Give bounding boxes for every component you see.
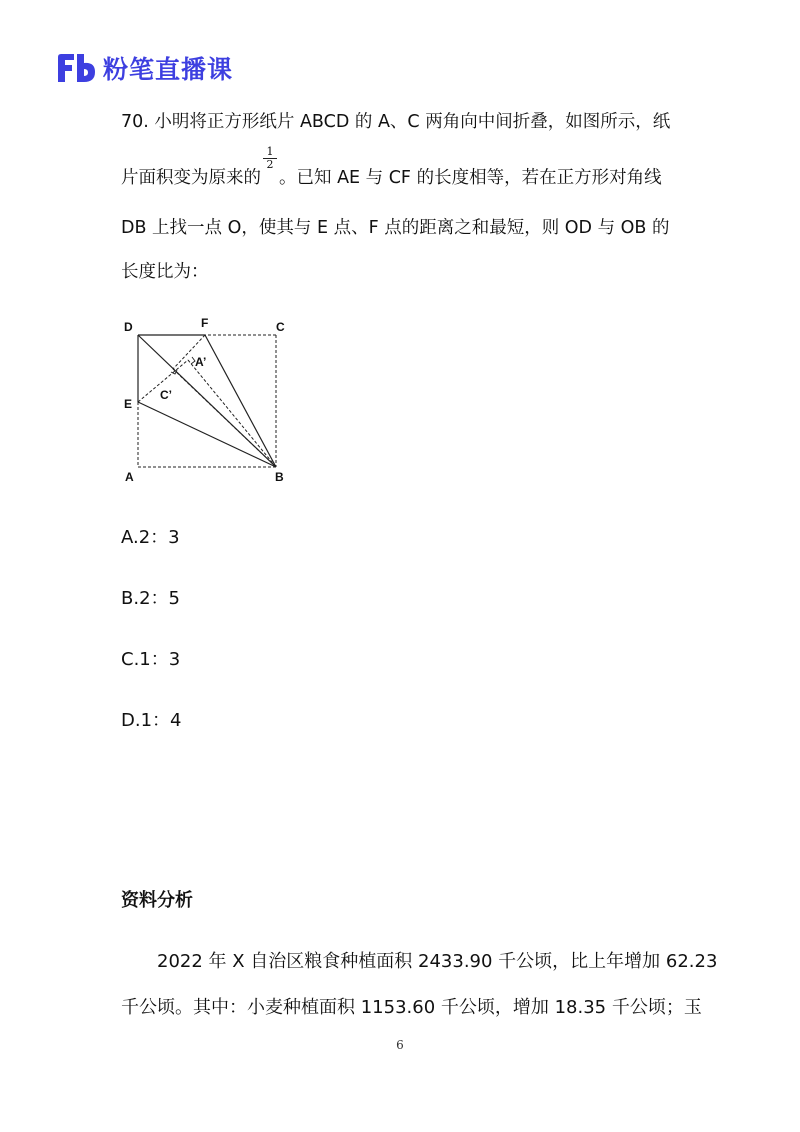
flap-cprime-b [173,369,276,467]
page-number: 6 [396,1038,404,1052]
paragraph-line-1: 2022 年 X 自治区粮食种植面积 2433.90 千公顷，比上年增加 62.23 [157,951,718,972]
brand-name: 粉笔直播课 [103,55,234,84]
question-line-1: 70. 小明将正方形纸片 ABCD 的 A、C 两角向中间折叠，如图所示，纸 [121,112,671,132]
paragraph-line-2: 千公顷。其中：小麦种植面积 1153.60 千公顷，增加 18.35 千公顷；玉 [121,997,702,1018]
label-b: B [275,470,284,484]
option-d: D.1：4 [121,710,182,731]
label-c: C [276,320,285,334]
folded-square-diagram [118,312,298,492]
question-line-3: DB 上找一点 O，使其与 E 点、F 点的距离之和最短，则 OD 与 OB 的 [121,218,670,238]
flap-aprime-b [188,360,276,467]
label-c-prime: C’ [160,388,172,402]
fold-eb [138,402,276,467]
section-title: 资料分析 [121,890,193,911]
option-b: B.2：5 [121,588,180,609]
fold-fb [205,335,276,467]
fraction-numerator: 1 [263,146,277,159]
fb-logo-icon [55,51,97,85]
fraction-denominator: 2 [266,158,274,171]
question-line-2b: 。已知 AE 与 CF 的长度相等，若在正方形对角线 [279,168,662,188]
label-e: E [124,397,133,411]
brand-logo [55,50,233,86]
fraction-one-half [263,146,277,171]
label-f: F [201,316,209,330]
option-c: C.1：3 [121,649,181,670]
option-a: A.2：3 [121,527,180,548]
question-line-2a: 片面积变为原来的 [121,168,261,188]
label-a-prime: A’ [195,355,207,369]
label-a: A [125,470,134,484]
label-d: D [124,320,133,334]
question-line-4: 长度比为： [121,262,209,282]
